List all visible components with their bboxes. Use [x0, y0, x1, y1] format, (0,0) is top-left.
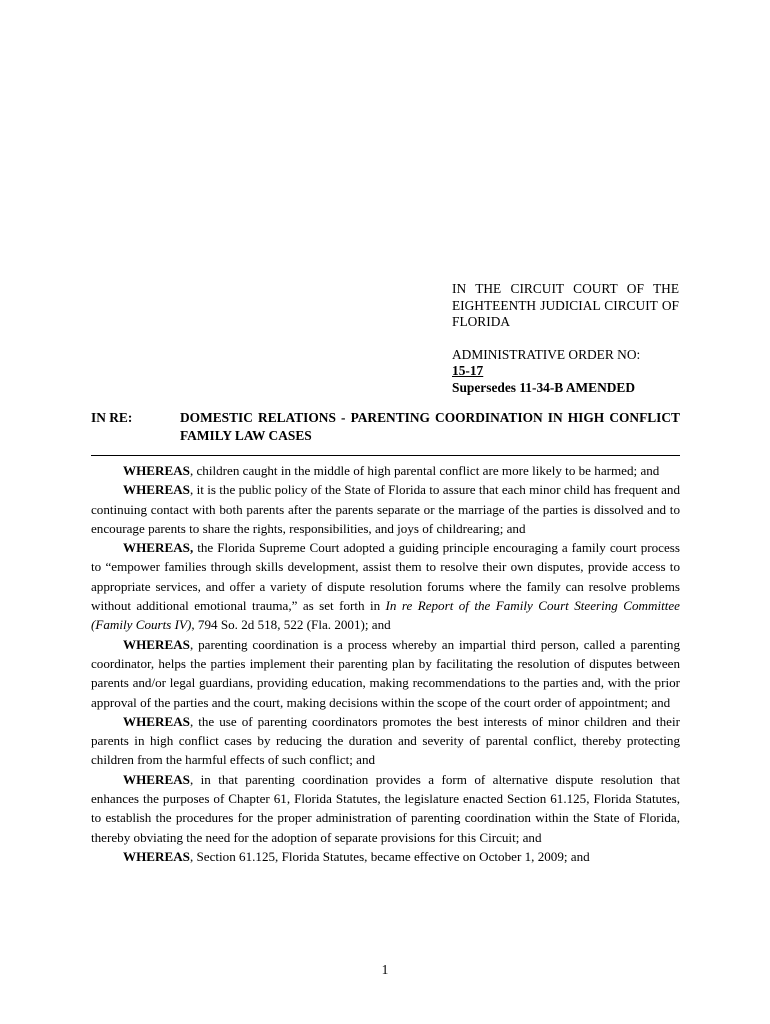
paragraph-text: , Section 61.125, Florida Statutes, became effective on October 1, 2009; and: [189, 848, 590, 864]
in-re-label: IN RE:: [91, 410, 133, 425]
whereas-paragraph: [91, 538, 680, 634]
whereas-paragraph: [91, 847, 680, 866]
whereas-lead: WHEREAS: [123, 636, 190, 652]
page-number: 1: [381, 962, 389, 977]
court-name: IN THE CIRCUIT COURT OF THE EIGHTEENTH JUDICIAL CIRCUIT OF FLORIDA: [452, 281, 679, 330]
heading-divider: [91, 455, 680, 456]
whereas-paragraph: [91, 461, 680, 480]
supersedes-note: Supersedes 11-34-B AMENDED: [452, 379, 636, 395]
whereas-lead: WHEREAS: [123, 463, 190, 478]
case-citation: In re Report of the Family Court Steering Committee (Family Courts IV): [91, 598, 680, 633]
whereas-paragraph: [91, 770, 680, 847]
whereas-lead: WHEREAS,: [123, 540, 194, 556]
paragraph-text: , parenting coordination is a process whereby an impartial third person, called a parenting coordinator, helps the parties implement their parenting plan by facilitating the resolution of disputes between parents and/or legal guardians, providing education, making recommendations to the parties and, with the prior approval of the parties and the court, making decisions within the scope of the court order of appointment; and: [91, 636, 680, 710]
in-re-subject: DOMESTIC RELATIONS - PARENTING COORDINATION IN HIGH CONFLICT FAMILY LAW CASES: [180, 410, 680, 443]
order-label: ADMINISTRATIVE ORDER NO:: [452, 346, 641, 362]
whereas-paragraph: [91, 635, 680, 712]
paragraph-text: , in that parenting coordination provides a form of alternative dispute resolution that enhances the purposes of Chapter 61, Florida Statutes, the legislature enacted Section 61.125, Florida Statutes, to establish the procedures for the proper administration of parenting coordination within the State of Florida, thereby obviating the need for the adoption of separate provisions for this Circuit; and: [91, 771, 680, 845]
case-caption: [452, 281, 679, 397]
paragraph-text: , the use of parenting coordinators promotes the best interests of minor children and their parents in high conflict cases by reducing the duration and severity of parental conflict, thereby protecting children from the harmful effects of such conflict; and: [91, 713, 680, 768]
paragraph-text: , children caught in the middle of high parental conflict are more likely to be harmed; and: [189, 463, 660, 478]
whereas-lead: WHEREAS: [123, 482, 190, 498]
order-number: 15-17: [452, 363, 484, 379]
whereas-lead: WHEREAS: [123, 713, 190, 729]
paragraph-text: , it is the public policy of the State of Florida to assure that each minor child has frequent and continuing contact with both parents after the parents separate or the marriage of the parties is dissolved and to encourage parents to share the rights, responsibilities, and joys of childrearing; and: [91, 482, 680, 536]
whereas-lead: WHEREAS: [123, 771, 190, 787]
document-body: [91, 461, 680, 866]
whereas-paragraph: [91, 712, 680, 770]
paragraph-text: the Florida Supreme Court adopted a guiding principle encouraging a family court process to “empower families through skills development, assist them to resolve their own disputes, provide access to appropriate services, and offer a variety of dispute resolution forums where the family can resolve problems without additional emotional trauma,” as set forth in: [91, 540, 680, 614]
whereas-lead: WHEREAS: [123, 848, 190, 864]
citation-tail: , 794 So. 2d 518, 522 (Fla. 2001); and: [191, 617, 391, 633]
whereas-paragraph: [91, 480, 680, 538]
